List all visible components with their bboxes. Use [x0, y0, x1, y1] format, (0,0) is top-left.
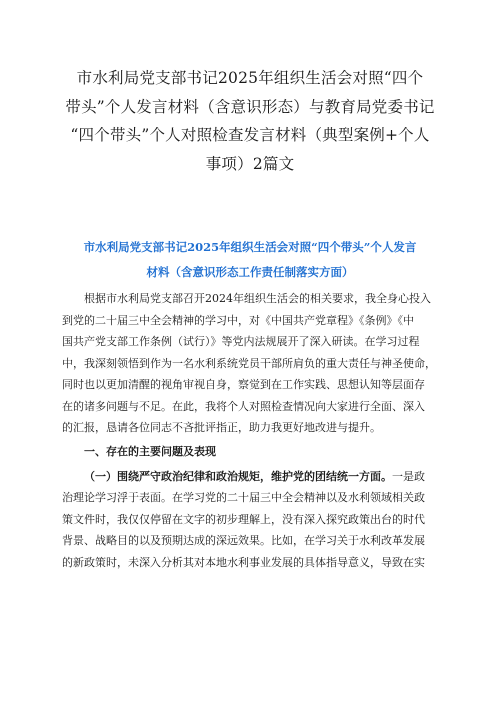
paragraph-line: 背景、战略目的以及预期达成的深远效果。比如，在学习关于水利改革发展 [62, 534, 425, 547]
paragraph-line: 的新政策时，未深入分析其对本地水利事业发展的具体指导意义，导致在实 [62, 555, 425, 569]
title-line: 带头”个人发言材料（含意识形态）与教育局党委书记 [65, 97, 435, 116]
document-title [62, 0, 438, 178]
paragraph-line: 同时也以更加清醒的视角审视自身，察觉到在工作实践、思想认知等层面存 [62, 378, 425, 391]
section-heading-line: 市水利局党支部书记2025年组织生活会对照“四个带头”个人发言 [83, 240, 417, 254]
paragraph-line: 的汇报，恳请各位同志不吝批评指正，助力我更好地改进与提升。 [62, 421, 381, 434]
section-heading [62, 235, 438, 285]
paragraph-line: 治理论学习浮于表面。在学习党的二十届三中全会精神以及水利领域相关政 [62, 491, 425, 504]
paragraph-line: 策文件时，我仅仅停留在文字的初步理解上，没有深入探究政策出台的时代 [62, 512, 425, 526]
paragraph-line: 中，我深刻领悟到作为一名水利系统党员干部所肩负的重大责任与神圣使命， [62, 356, 436, 370]
paragraph-line: 到党的二十届三中全会精神的学习中，对《中国共产党章程》《条例》《中 [62, 313, 414, 327]
title-line: 事项）2篇文 [205, 154, 295, 173]
title-line: “四个带头”个人对照检查发言材料（典型案例+个人 [70, 126, 430, 144]
intro-paragraph [62, 288, 438, 439]
paragraph-line: 在的诸多问题与不足。在此，我将个人对照检查情况向大家进行全面、深入 [62, 399, 425, 413]
paragraph-line: 国共产党支部工作条例（试行）》等党内法规展开了深入研读。在学习过程 [62, 335, 420, 348]
point-1-lead-tail: 一是政 [392, 469, 425, 483]
heading-level-1: 一、存在的主要问题及表现 [84, 444, 216, 458]
paragraph-line [62, 466, 438, 488]
title-line: 市水利局党支部书记2025年组织生活会对照“四个 [76, 69, 424, 87]
point-1-lead: （一）围绕严守政治纪律和政治规矩，维护党的团结统一方面。 [84, 469, 392, 483]
section-heading-line: 材料（含意识形态工作责任制落实方面） [146, 265, 354, 279]
point-1-paragraph [62, 466, 438, 574]
paragraph-line: 根据市水利局党支部召开2024年组织生活会的相关要求，我全身心投入 [84, 292, 431, 305]
